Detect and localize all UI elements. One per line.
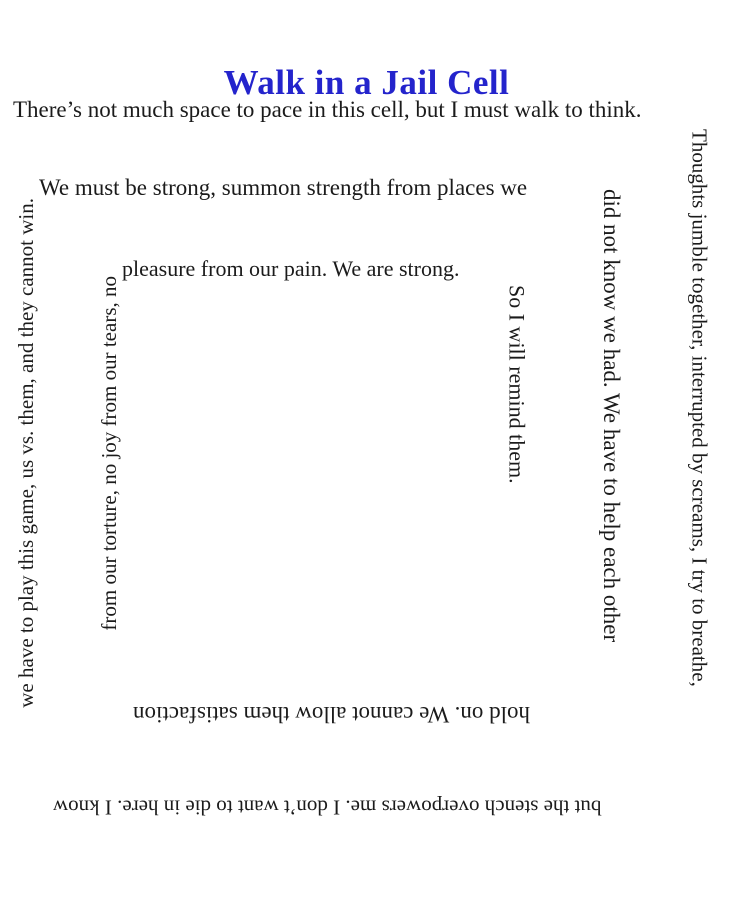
poem-line-middle-bottom: hold on. We cannot allow them satisfaction	[133, 701, 530, 727]
poem-line-outer-right: Thoughts jumble together, interrupted by screams, I try to breathe,	[687, 129, 712, 687]
poem-title: Walk in a Jail Cell	[223, 63, 510, 103]
poem-line-outer-top: There’s not much space to pace in this cell, but I must walk to think.	[13, 97, 642, 122]
poem-line-inner-right: So I will remind them.	[504, 285, 530, 484]
poem-line-outer-bottom: but the stench overpowers me. I don’t want to die in here. I know	[53, 795, 602, 820]
poem-line-inner-top: pleasure from our pain. We are strong.	[122, 256, 460, 281]
poem-line-middle-top: We must be strong, summon strength from places we	[39, 175, 528, 200]
poem-line-outer-left: we have to play this game, us vs. them, and they cannot win.	[14, 198, 38, 708]
poem-line-middle-right: did not know we had. We have to help each other	[598, 189, 624, 643]
poem-line-middle-left: from our torture, no joy from our tears, no	[97, 276, 121, 631]
